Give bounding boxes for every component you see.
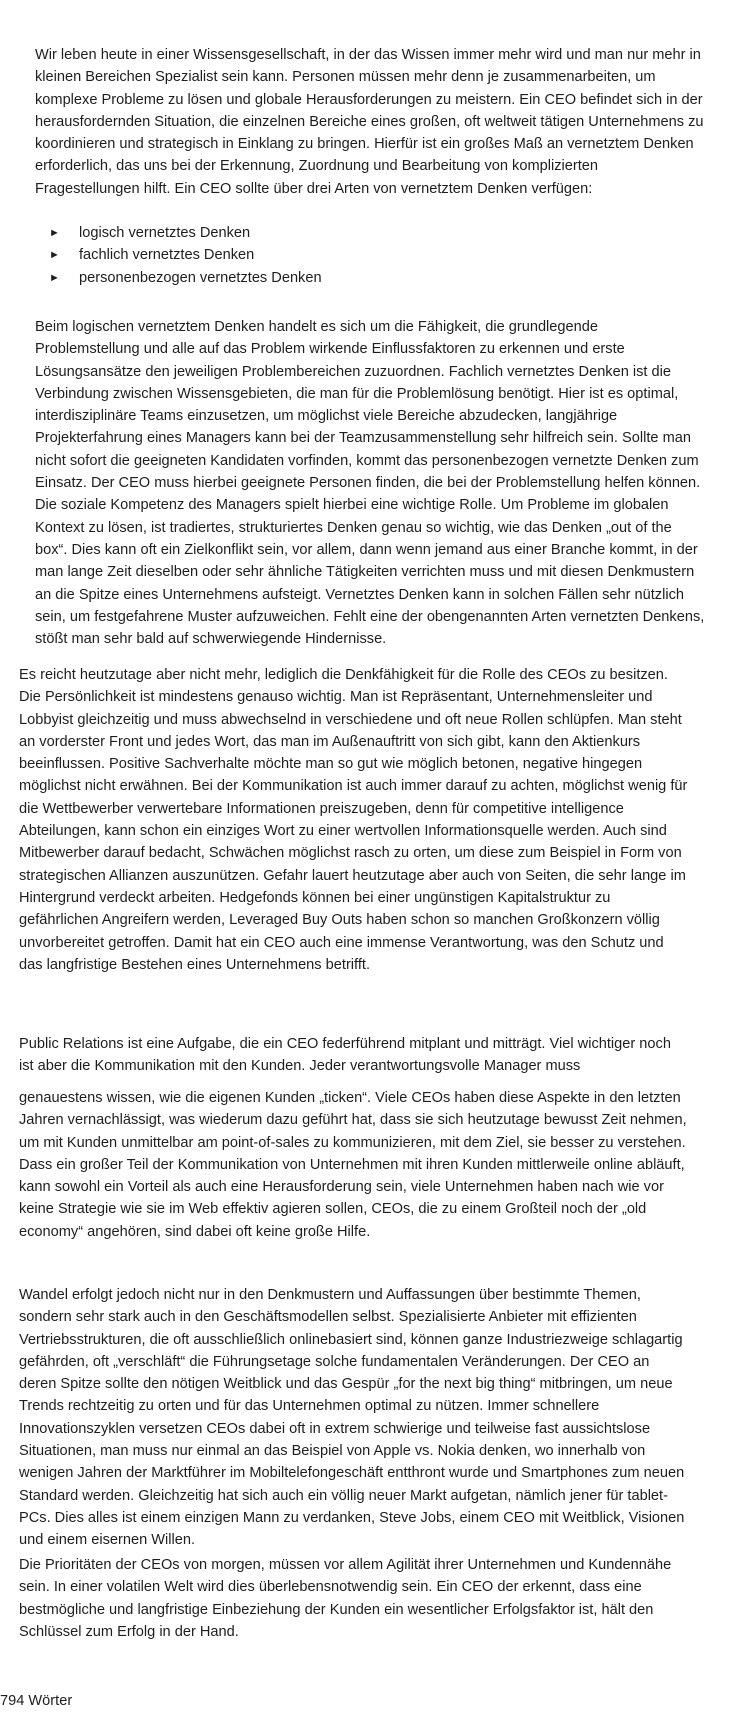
list-item-label: fachlich vernetztes Denken (79, 247, 255, 264)
paragraph-priorities: Die Prioritäten der CEOs von morgen, müssen vor allem Agilität ihrer Unternehmen und Kundennähe sein. In einer volatilen Welt wird dies überlebensnotwendig sein. Ein CEO der erkennt, dass eine bestmögliche und langfristige Einbeziehung der Kunden ein wesentlicher Erfolgsfaktor ist, hält den Schlüssel zum Erfolg in der Hand. (19, 1557, 672, 1640)
list-item-label: logisch vernetztes Denken (79, 225, 251, 241)
paragraph-change: Wandel erfolgt jedoch nicht nur in den Denkmustern und Auffassungen über bestimmte Themen, sondern sehr stark auch in den Geschäftsmodellen selbst. Spezialisierte Anbieter mit effizienten Vertriebsstrukturen, die oft ausschließlich onlinebasiert sind, können ganze Industriezweige schlagartig gefährden, oft „verschläft“ die Führungsetage solche fundamentalen Veränderungen. Der CEO an deren Spitze sollte den nötigen Weitblick und das Gespür „for the next big thing“ mitbringen, um neue Trends rechtzeitig zu orten und für das Unternehmen optimal zu nützen. Immer schnellere Innovationszyklen versetzen CEOs dabei oft in extrem schwierige und teilweise fast aussichtslose Situationen, man muss nur einmal an das Beispiel von Apple vs. Nokia denken, wo innerhalb von wenigen Jahren der Marktführer im Mobiltelefongeschäft entthront wurde und Smartphones zum neuen Standard werden. Gleichzeitig hat sich auch ein völlig neuer Markt aufgetan, nämlich jener für tablet-PCs. Dies alles ist einem einzigen Mann zu verdanken, Steve Jobs, einem CEO mit Weitblick, Visionen und einem eisernen Willen. (19, 1287, 685, 1549)
triangle-bullet-icon: ► (49, 249, 60, 262)
list-item (49, 267, 322, 289)
list-item (49, 244, 322, 266)
list-item (49, 222, 322, 244)
paragraph-intro: Wir leben heute in einer Wissensgesellschaft, in der das Wissen immer mehr wird und man nur mehr in kleinen Bereichen Spezialist sein kann. Personen müssen mehr denn je zusammenarbeiten, um komplexe Probleme zu lösen und globale Herausforderungen zu meistern. Ein CEO befindet sich in der herausfordernden Situation, die einzelnen Bereiche eines großen, oft weltweit tätigen Unternehmens zu koordinieren und strategisch in Einklang zu bringen. Hierfür ist ein großes Maß an vernetztem Denken erforderlich, das uns bei der Erkennung, Zuordnung und Bearbeitung von komplizierten Fragestellungen hilft. Ein CEO sollte über drei Arten von vernetztem Denken verfügen: (35, 47, 704, 197)
paragraph-public-relations: Public Relations ist eine Aufgabe, die ein CEO federführend mitplant und mitträgt. Viel wichtiger noch ist aber die Kommunikation mit den Kunden. Jeder verantwortungsvolle Manager muss (19, 1036, 671, 1075)
paragraph-networked-thinking: Beim logischen vernetztem Denken handelt es sich um die Fähigkeit, die grundlegende Problemstellung und alle auf das Problem wirkende Einflussfaktoren zu erkennen und erste Lösungsansätze den jeweiligen Problembereichen zuzuordnen. Fachlich vernetztes Denken ist die Verbindung zwischen Wissensgebieten, die man für die Problemlösung benötigt. Hier ist es optimal, interdisziplinäre Teams einzusetzen, um möglichst viele Bereiche abzudecken, langjährige Projekterfahrung eines Managers kann bei der Teamzusammenstellung sehr hilfreich sein. Sollte man nicht sofort die geeigneten Kandidaten vorfinden, kommt das personenbezogen vernetzte Denken zum Einsatz. Der CEO muss hierbei geeignete Personen finden, die bei der Problemstellung helfen können. Die soziale Kompetenz des Managers spielt hierbei eine wichtige Rolle. Um Probleme im globalen Kontext zu lösen, ist tradiertes, strukturiertes Denken genau so wichtig, wie das Denken „out of the box“. Dies kann oft ein Zielkonflikt sein, vor allem, dann wenn jemand aus einer Branche kommt, in der man lange Zeit dieselben oder sehr ähnliche Tätigkeiten verrichten muss und mit diesen Denkmustern an die Spitze eines Unternehmens aufsteigt. Vernetztes Denken kann in solchen Fällen sehr nützlich sein, um festgefahrene Muster aufzuweichen. Fehlt eine der obengenannten Arten vernetzten Denkens, stößt man sehr bald auf schwerwiegende Hindernisse. (35, 319, 705, 648)
list-item-label: personenbezogen vernetztes Denken (79, 269, 322, 286)
triangle-bullet-icon: ► (49, 227, 60, 239)
paragraph-personality: Es reicht heutzutage aber nicht mehr, lediglich die Denkfähigkeit für die Rolle des CEOs zu besitzen. Die Persönlichkeit ist mindestens genauso wichtig. Man ist Repräsentant, Unternehmensleiter und Lobbyist gleichzeitig und muss abwechselnd in verschiedene und oft neue Rollen schlüpfen. Man steht an vorderster Front und jedes Wort, das man im Außenauftritt von sich gibt, kann den Aktienkurs beeinflussen. Positive Sachverhalte möchte man so gut wie möglich betonen, negative hingegen möglichst nicht erwähnen. Bei der Kommunikation ist auch immer darauf zu achten, möglichst wenig für die Wettbewerber verwertebare Informationen preiszugeben, denn für competitive intelligence Abteilungen, kann schon ein einziges Wort zu einer wertvollen Informationsquelle werden. Auch sind Mitbewerber darauf bedacht, Schwächen möglichst rasch zu orten, um diese zum Beispiel in Form von strategischen Allianzen auszunützen. Gefahr lauert heutzutage aber auch von Seiten, die sehr lange im Hintergrund verdeckt arbeiten. Hedgefonds können bei einer ungünstigen Kapitalstruktur zu gefährlichen Angreifern werden, Leveraged Buy Outs haben schon so manchen Großkonzern völlig unvorbereitet getroffen. Damit hat ein CEO auch eine immense Verantwortung, was den Schutz und das langfristige Bestehen eines Unternehmens betrifft. (19, 667, 688, 973)
paragraph-customers: genauestens wissen, wie die eigenen Kunden „ticken“. Viele CEOs haben diese Aspekte in den letzten Jahren vernachlässigt, was wiederum dazu geführt hat, dass sie sich heutzutage bewusst Zeit nehmen, um mit Kunden unmittelbar am point-of-sales zu kommunizieren, mit dem Ziel, sie besser zu verstehen. Dass ein großer Teil der Kommunikation von Unternehmen mit ihren Kunden mittlerweile online abläuft, kann sowohl ein Vorteil als auch eine Herausforderung sein, viele Unternehmen haben nach wie vor keine Strategie wie sie im Web effektiv agieren sollen, CEOs, die zu einem Großteil noch der „old economy“ angehören, sind dabei oft keine große Hilfe. (19, 1090, 687, 1240)
triangle-bullet-icon: ► (49, 271, 60, 284)
thinking-types-list (49, 222, 322, 289)
word-count: 794 Wörter (0, 1693, 73, 1709)
